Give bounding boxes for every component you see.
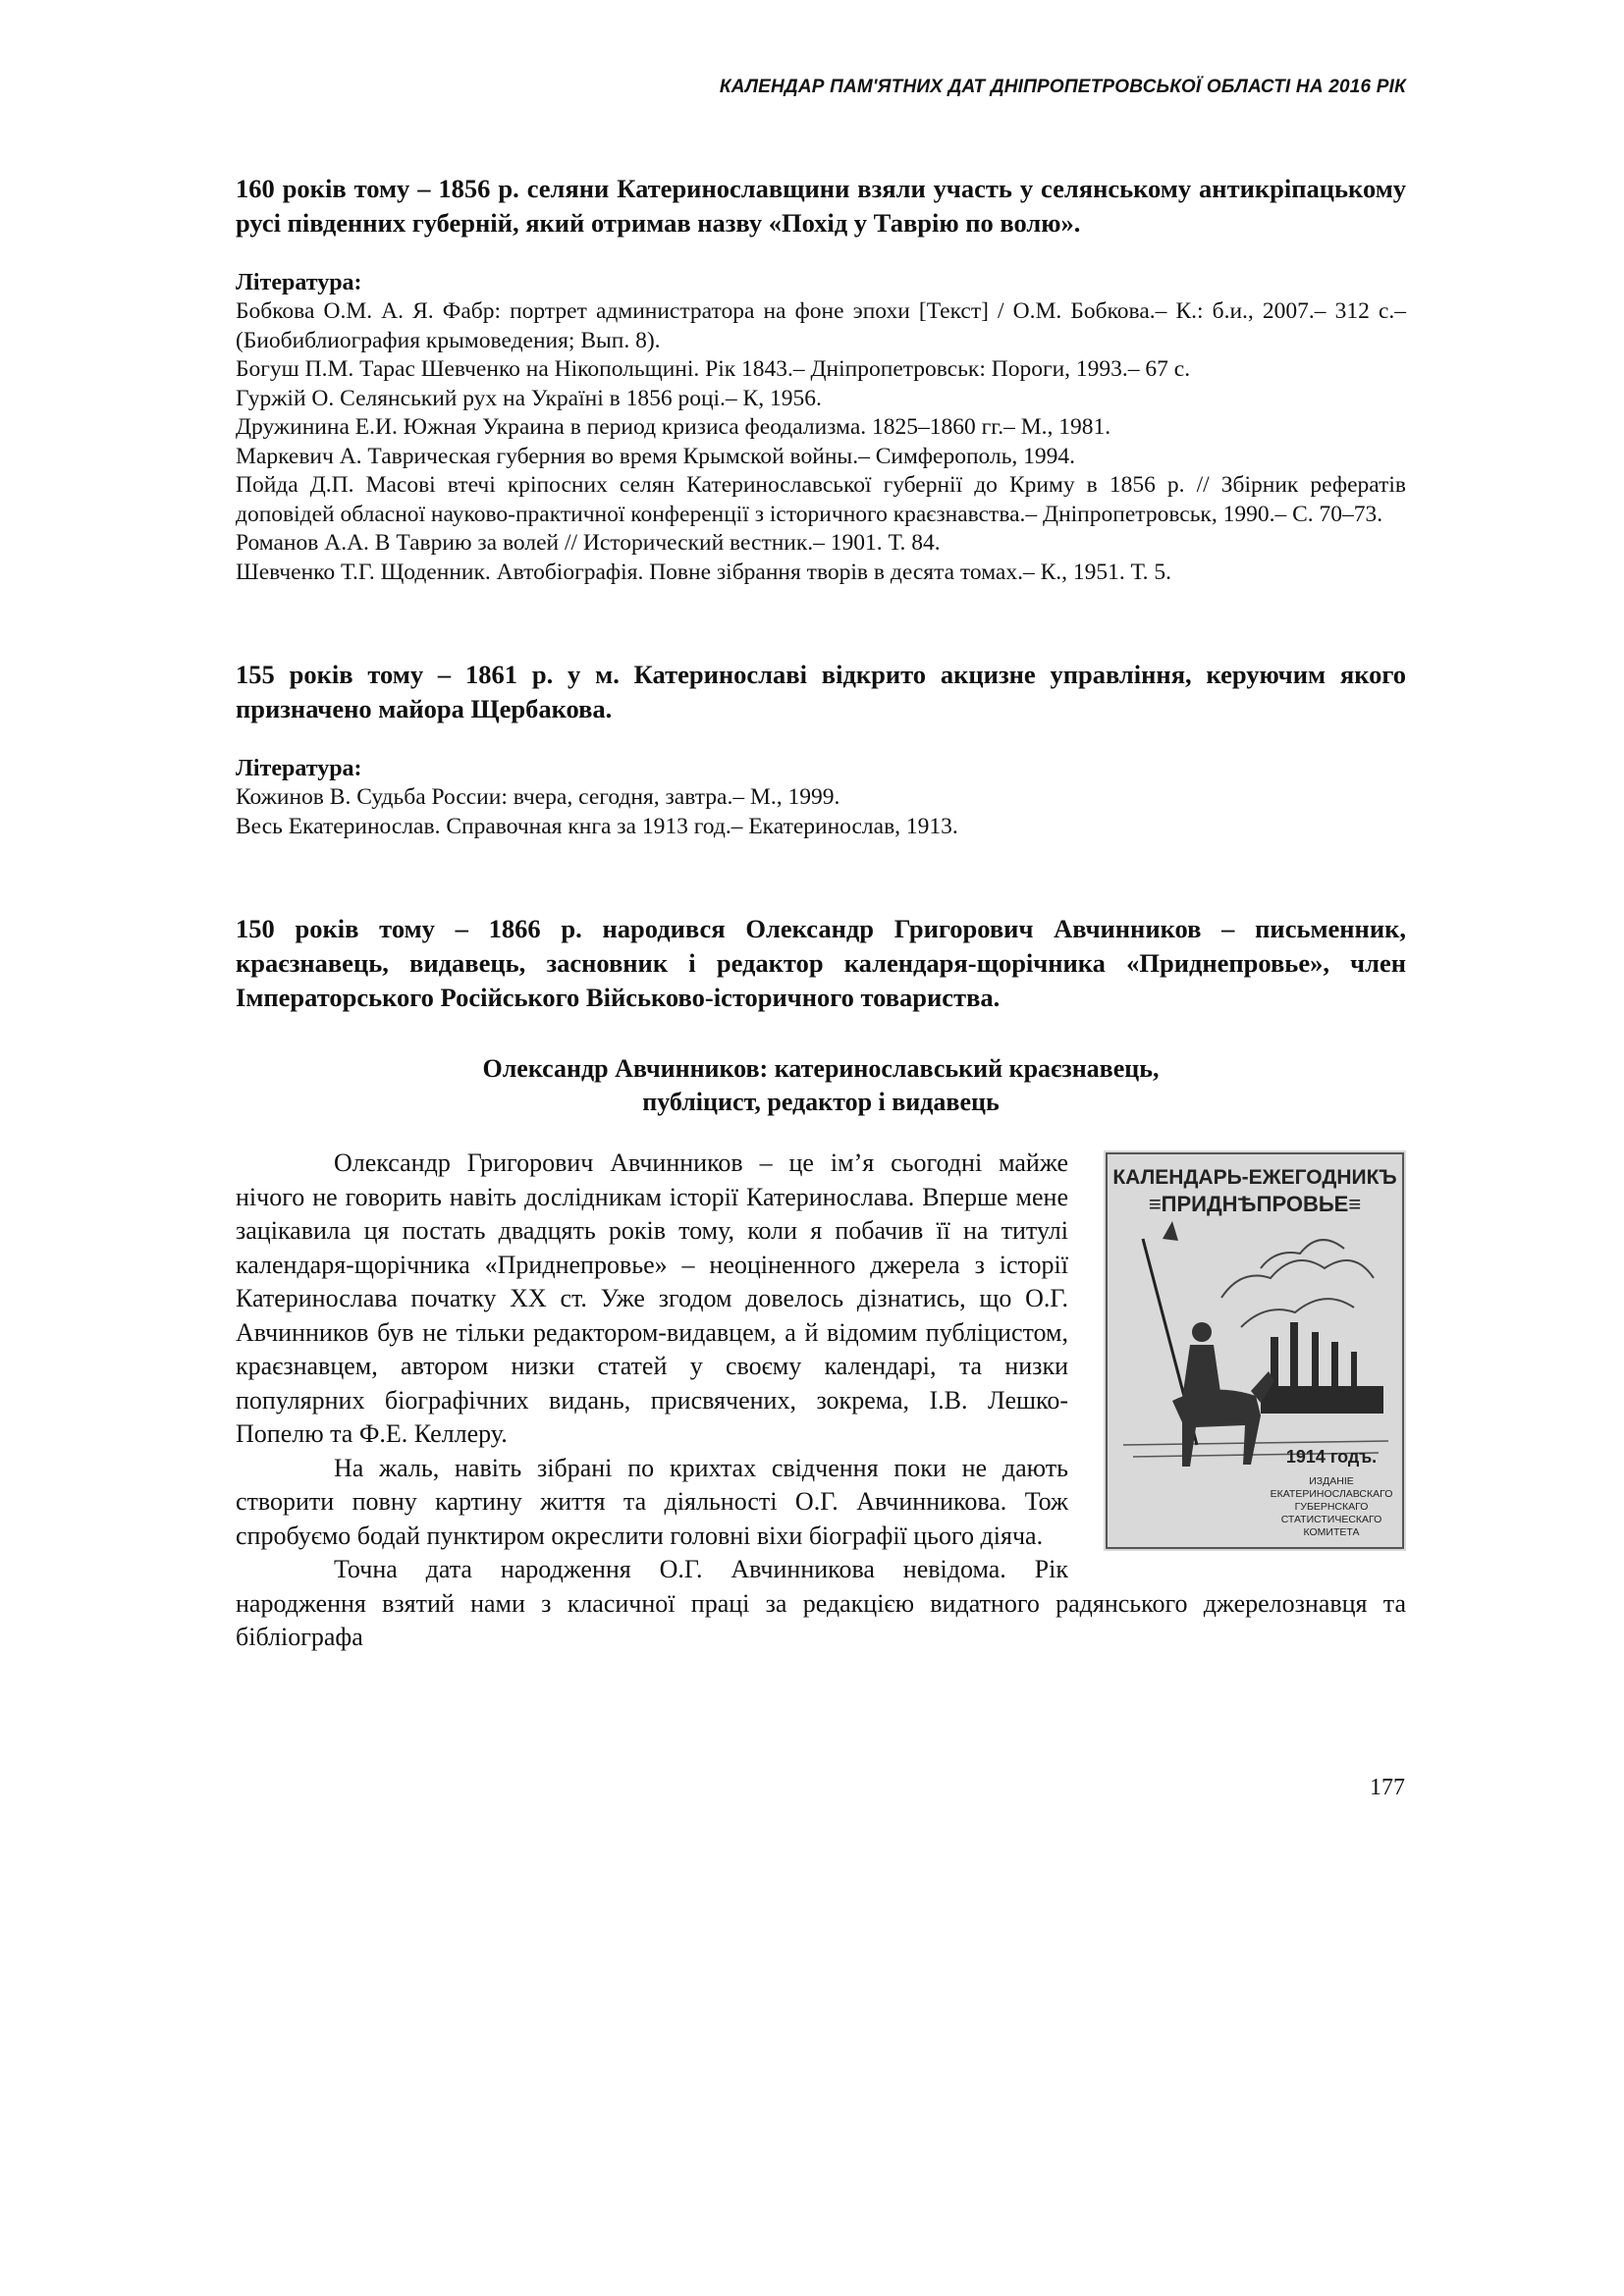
page-number: 177 — [1370, 1775, 1405, 1800]
literature-item: Богуш П.М. Тарас Шевченко на Нікопольщині. Рік 1843.– Дніпропетровськ: Пороги, 1993.– 67 с. — [236, 356, 1191, 382]
cover-year: 1914 годъ. — [1285, 1447, 1378, 1467]
literature-item: Пойда Д.П. Масові втечі кріпосних селян Катеринославської губернії до Криму в 1856 р. // Збірник рефератів доповідей обласної науково-практичної конференції з історичного краєзнавства.– Дніпропетровськ, 1990.– С. 70–73. — [236, 472, 1406, 527]
article-paragraph: Олександр Григорович Авчинников – це ім’я сьогодні майже нічого не говорить навіть дослідникам історії Катеринослава. Вперше мене зацікавила ця постать двадцять років тому, коли я побачив її на титулі календаря-щорічника «Приднепровье» – неоціненного джерела з історії Катеринослава початку XX ст. Уже згодом довелось дізнатись, що О.Г. Авчинников був не тільки редактором-видавцем, а й відомим публіцистом, краєзнавцем, автором низки статей у своєму календарі, та низки популярних біографічних видань, присвячених, зокрема, І.В. Лешко-Попелю та Ф.Е. Келлеру. — [236, 1148, 1068, 1448]
article-paragraph: Точна дата народження О.Г. Авчинникова невідома. Рік народження взятий нами з класичної праці за редакцією видатного радянського джерелознавця та бібліографа — [236, 1555, 1406, 1651]
literature-item: Гуржій О. Селянський рух на Україні в 1856 році.– К, 1956. — [236, 385, 822, 411]
literature-item: Кожинов В. Судьба России: вчера, сегодня, завтра.– М., 1999. — [236, 784, 840, 810]
cover-publisher-line: КОМИТЕТА — [1303, 1526, 1360, 1538]
article-title-line: Олександр Авчинников: катеринославський краєзнавець, — [482, 1054, 1160, 1083]
date-entry-1861 — [236, 658, 1406, 841]
article-title-line: публіцист, редактор і видавець — [642, 1088, 1000, 1116]
literature-list — [236, 297, 1406, 587]
running-header: КАЛЕНДАР ПАМ'ЯТНИХ ДАТ ДНІПРОПЕТРОВСЬКОЇ ОБЛАСТІ НА 2016 РІК — [719, 77, 1406, 97]
calendar-cover-image — [1104, 1150, 1406, 1551]
cover-title: КАЛЕНДАРЬ-ЕЖЕГОДНИКЪ — [1112, 1166, 1397, 1189]
date-entry-1856 — [236, 172, 1406, 587]
literature-label: Література: — [236, 270, 362, 295]
cover-publisher-line: ГУБЕРНСКАГО — [1294, 1501, 1369, 1513]
entry-title: 155 років тому – 1861 р. у м. Катеринославі відкрито акцизне управління, керуючим якого призначено майора Щербакова. — [236, 660, 1406, 723]
article-body — [236, 1147, 1406, 1655]
literature-list — [236, 783, 1406, 841]
entry-title: 160 років тому – 1856 р. селяни Катеринославщини взяли участь у селянському антикріпацькому русі південних губерній, який отримав назву «Похід у Таврію по волю». — [236, 174, 1406, 238]
literature-item: Шевченко Т.Г. Щоденник. Автобіографія. Повне зібрання творів в десята томах.– К., 1951. Т. 5. — [236, 559, 1172, 585]
literature-label: Література: — [236, 756, 362, 781]
literature-item: Маркевич А. Таврическая губерния во время Крымской войны.– Симферополь, 1994. — [236, 443, 1076, 469]
article-paragraph: На жаль, навіть зібрані по крихтах свідчення поки не дають створити повну картину життя та діяльності О.Г. Авчинникова. Тож спробуємо бодай пунктиром окреслити головні віхи біографії цього діяча. — [236, 1453, 1068, 1550]
cover-publisher-line: ИЗДАНІЕ — [1309, 1475, 1354, 1487]
entry-title: 150 років тому – 1866 р. народився Олександр Григорович Авчинников – письменник, краєзнавець, видавець, засновник і редактор календаря-щорічника «Приднепровье», член Імператорського Російського Військово-історичного товариства. — [236, 914, 1406, 1012]
literature-item: Дружинина Е.И. Южная Украина в период кризиса феодализма. 1825–1860 гг.– М., 1981. — [236, 414, 1111, 440]
cover-publisher-line: ЕКАТЕРИНОСЛАВСКАГО — [1270, 1488, 1393, 1500]
section-spacer — [236, 587, 1406, 658]
literature-item: Бобкова О.М. А. Я. Фабр: портрет администратора на фоне эпохи [Текст] / О.М. Бобкова.– К.: б.и., 2007.– 312 с.– (Биобиблиография крымоведения; Вып. 8). — [236, 298, 1406, 353]
article-title — [236, 1052, 1406, 1119]
date-entry-1866 — [236, 912, 1406, 1015]
page-content — [236, 172, 1406, 1655]
cover-publisher-line: СТАТИСТИЧЕСКАГО — [1280, 1514, 1382, 1525]
section-spacer — [236, 841, 1406, 912]
literature-item: Весь Екатеринослав. Справочная кнга за 1913 год.– Екатеринослав, 1913. — [236, 813, 958, 839]
cover-subtitle: ≡ПРИДНѢПРОВЬЕ≡ — [1148, 1192, 1362, 1216]
literature-item: Романов А.А. В Таврию за волей // Исторический вестник.– 1901. Т. 84. — [236, 530, 941, 556]
